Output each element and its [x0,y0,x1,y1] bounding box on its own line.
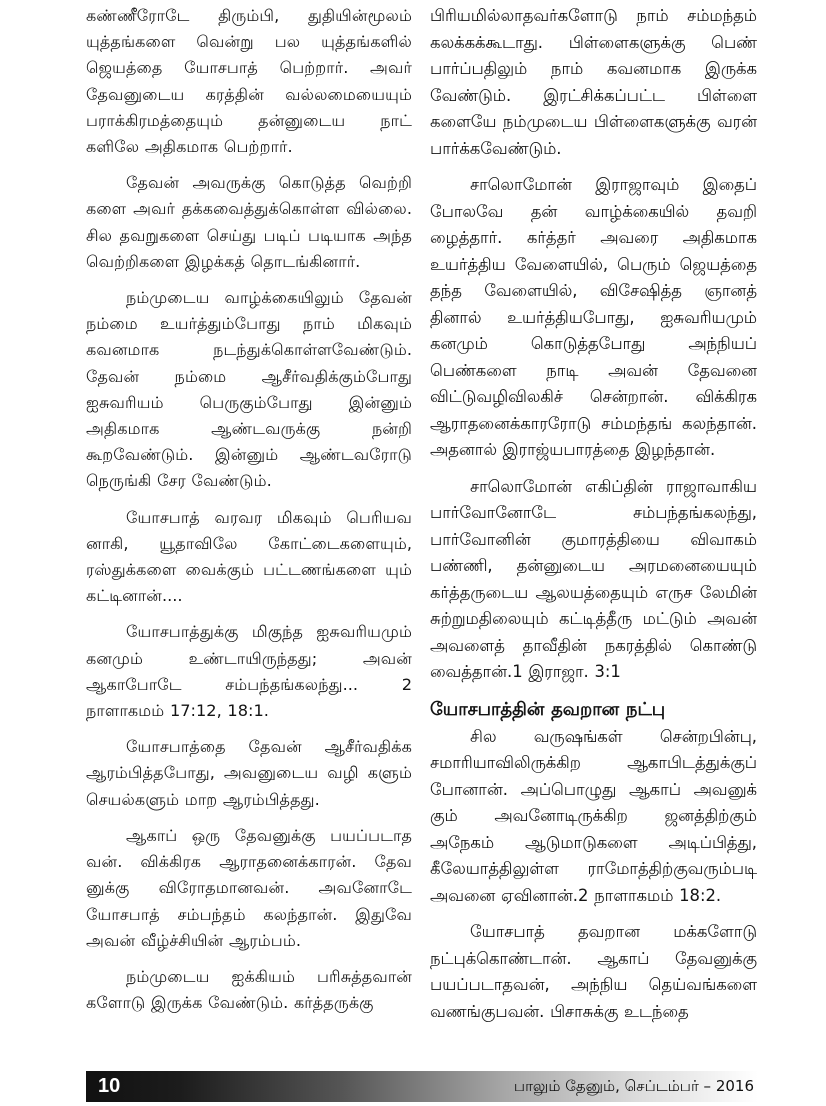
paragraph: சாலொமோன் எகிப்தின் ராஜாவாகிய பார்வோனோடே சம்பந்தங்கலந்து, பார்வோனின் குமாரத்தியை விவாகம் பண்ணி, தன்னுடைய அரமனையையும் கர்த்தருடைய ஆலயத்தையும் எருச லேமின் சுற்றுமதிலையும் கட்டித்தீரு மட்டும் அவன் அவளைத் தாவீதின் நகரத்தில் கொண்டு வைத்தான்.1 இராஜா. 3:1 [430,476,757,681]
left-column [86,3,412,1026]
paragraph: தேவன் அவருக்கு கொடுத்த வெற்றி களை அவர் தக்கவைத்துக்கொள்ள வில்லை. சில தவறுகளை செய்து படிப் படியாக அந்த வெற்றிகளை இழக்கத் தொடங்கினார். [86,173,412,271]
paragraph: யோசபாத்துக்கு மிகுந்த ஐசுவரியமும் கனமும் உண்டாயிருந்தது; அவன் ஆகாபோடே சம்பந்தங்கலந்து... 2 நாளாகமம் 17:12, 18:1. [86,622,412,721]
magazine-issue-title: பாலும் தேனும், செப்டம்பர் – 2016 [513,1077,754,1095]
paragraph: யோசபாத் வரவர மிகவும் பெரியவ னாகி, யூதாவிலே கோட்டைகளையும், ரஸ்துக்களை வைக்கும் பட்டணங்களை யும் கட்டினான்.... [86,507,412,606]
paragraph: யோசபாத் தவறான மக்களோடு நட்புக்கொண்டான். ஆகாப் தேவனுக்கு பயப்படாதவன், அந்நிய தெய்வங்களை வணங்குபவன். பிசாசுக்கு உடந்தை [430,922,757,1021]
right-column [430,3,757,1035]
paragraph: நம்முடைய வாழ்க்கையிலும் தேவன் நம்மை உயர்த்தும்போது நாம் மிகவும் கவனமாக நடந்துக்கொள்ளவேண்டும். தேவன் நம்மை ஆசீர்வதிக்கும்போது ஐசுவரியம் பெருகும்போது இன்னும் அதிகமாக ஆண்டவருக்கு நன்றி கூறவேண்டும். இன்னும் ஆண்டவரோடு நெருங்கி சேர வேண்டும். [86,288,412,491]
paragraph: சில வருஷங்கள் சென்றபின்பு, சமாரியாவிலிருக்கிற ஆகாபிடத்துக்குப் போனான். அப்பொழுது ஆகாப் அவனுக் கும் அவனோடிருக்கிற ஜனத்திற்கும் அநேகம் ஆடுமாடுகளை அடிப்பித்து, கீலேயாத்திலுள்ள ராமோத்திற்குவரும்படி அவனை ஏவினான்.2 நாளாகமம் 18:2. [430,726,757,905]
paragraph: சாலொமோன் இராஜாவும் இதைப் போலவே தன் வாழ்க்கையில் தவறி ழைத்தார். கர்த்தர் அவரை அதிகமாக உயர்த்திய வேளையில், பெரும் ஜெயத்தை தந்த வேளையில், விசேஷித்த ஞானத் தினால் உயர்த்தியபோது, ஐசுவரியமும் கனமும் கொடுத்தபோது அந்நியப் பெண்களை நாடி அவன் தேவனை விட்டுவழிவிலகிச் சென்றான். விக்கிரக ஆராதனைக்காரரோடு சம்மந்தங் கலந்தான். அதனால் இராஜ்யபாரத்தை இழந்தான். [430,175,757,459]
paragraph: பிரியமில்லாதவர்களோடு நாம் சம்மந்தம் கலக்கக்கூடாது. பிள்ளைகளுக்கு பெண் பார்ப்பதிலும் நாம் கவனமாக இருக்க வேண்டும். இரட்சிக்கப்பட்ட பிள்ளை களையே நம்முடைய பிள்ளைகளுக்கு வரன் பார்க்கவேண்டும். [430,6,757,158]
page-footer-bar [86,1071,758,1102]
paragraph: நம்முடைய ஐக்கியம் பரிசுத்தவான் களோடு இருக்க வேண்டும். கர்த்தருக்கு [86,966,412,1013]
section-heading: யோசபாத்தின் தவறான நட்பு [430,698,666,720]
page-number: 10 [98,1075,121,1097]
paragraph: கண்ணீரோடே திரும்பி, துதியின்மூலம் யுத்தங்களை வென்று பல யுத்தங்களில் ஜெயத்தை யோசபாத் பெற்றார். அவர் தேவனுடைய கரத்தின் வல்லமையையும் பராக்கிரமத்தையும் தன்னுடைய நாட் களிலே அதிகமாக பெற்றார். [86,6,412,157]
paragraph: யோசபாத்தை தேவன் ஆசீர்வதிக்க ஆரம்பித்தபோது, அவனுடைய வழி களும் செயல்களும் மாற ஆரம்பித்தது. [86,737,412,809]
paragraph: ஆகாப் ஒரு தேவனுக்கு பயப்படாத வன். விக்கிரக ஆராதனைக்காரன். தேவ னுக்கு விரோதமானவன். அவனோடே யோசபாத் சம்பந்தம் கலந்தான். இதுவே அவன் வீழ்ச்சியின் ஆரம்பம். [86,825,412,950]
